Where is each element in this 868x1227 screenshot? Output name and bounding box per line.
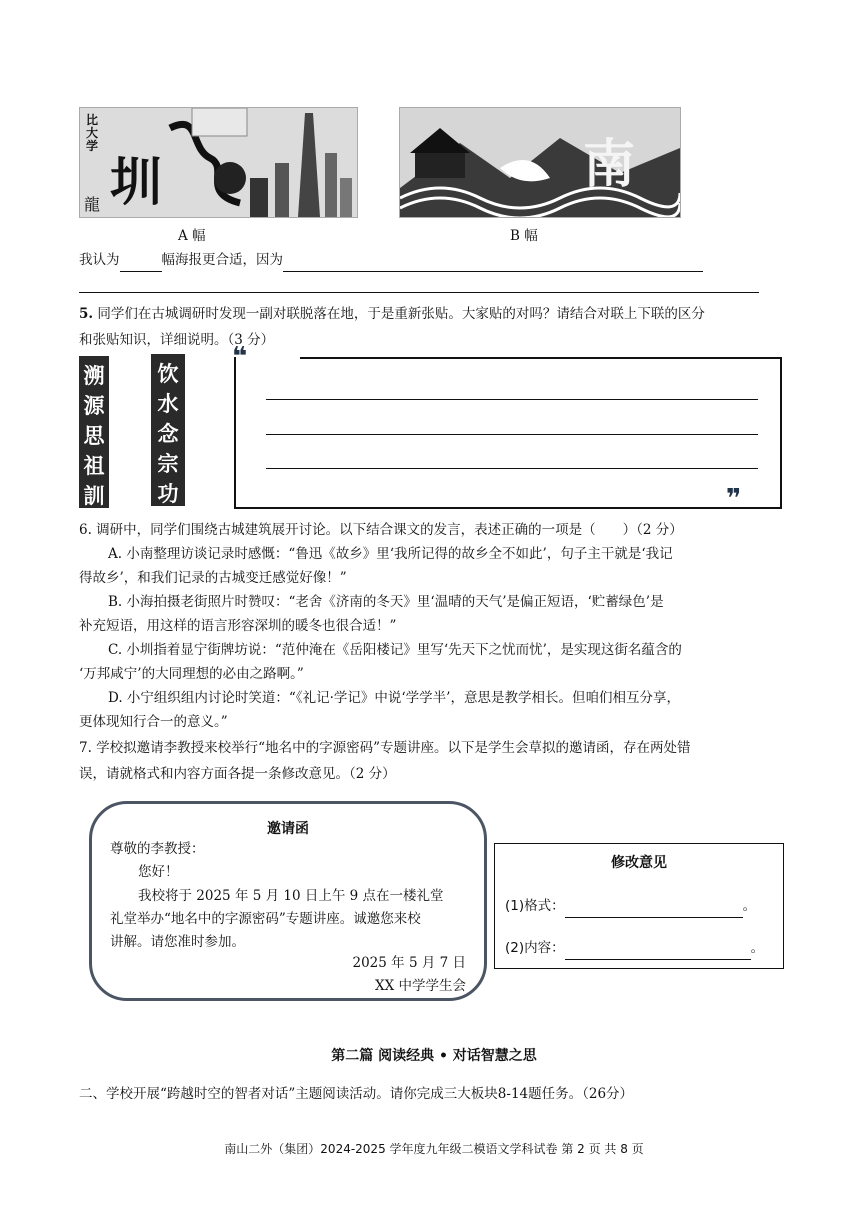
couplet-left-char: 祖 [83, 453, 105, 478]
invitation-title: 邀请函 [267, 821, 309, 837]
revision-format-row [505, 894, 756, 918]
couplet-right-scroll [151, 354, 185, 506]
revision-format-blank[interactable] [565, 901, 743, 918]
invitation-body-line1: 我校将于 2025 年 5 月 10 日上午 9 点在一楼礼堂 [138, 888, 444, 904]
couplet-right-char: 功 [157, 481, 179, 506]
couplet-left-char: 思 [83, 423, 105, 448]
invitation-signer: XX 中学学生会 [374, 978, 466, 994]
poster-choice-reason-prefix: 幅海报更合适，因为 [161, 252, 283, 268]
poster-choice-sentence [79, 248, 703, 272]
poster-b [399, 107, 681, 218]
open-quote-icon: ❝ [232, 342, 248, 372]
q5-text-line2: 和张贴知识，详细说明。（3 分） [79, 332, 275, 348]
poster-a [79, 107, 358, 218]
revision-content-label: (2)内容： [505, 940, 565, 956]
poster-b-artwork [400, 108, 680, 217]
section-intro: 二、学校开展“跨越时空的智者对话”主题阅读活动。请你完成三大板块8-14题任务。（26分） [79, 1086, 634, 1102]
invitation-card [89, 801, 487, 1001]
section-title: 第二篇 阅读经典 • 对话智慧之思 [331, 1048, 537, 1064]
invitation-body-line2: 礼堂举办“地名中的字源密码”专题讲座。诚邀您来校 [110, 911, 421, 927]
q6-option-d-line1: D. 小宁组织组内讨论时笑道：“《礼记·学记》中说‘学学半’，意思是教学相长。但咱们相互分享， [108, 690, 680, 706]
couplet-left-char: 訓 [83, 483, 105, 508]
couplet-left-scroll [79, 356, 109, 508]
q6-option-c-line1: C. 小圳指着显宁街牌坊说：“范仲淹在《岳阳楼记》里写‘先天下之忧而忧’，是实现这街名蕴含的 [108, 642, 682, 658]
poster-choice-prefix: 我认为 [79, 252, 120, 268]
revision-box [494, 843, 784, 969]
couplet-right-char: 饮 [157, 361, 179, 386]
couplet-left-char: 源 [83, 393, 105, 418]
page-footer: 南山二外（集团）2024-2025 学年度九年级二模语文学科试卷 第 2 页 共 8 页 [224, 1142, 644, 1156]
poster-a-side-text: 比大学 [86, 113, 99, 153]
revision-content-end: 。 [750, 940, 765, 956]
q5-number: 5. [79, 306, 94, 322]
invitation-greeting: 您好！ [138, 864, 179, 880]
invitation-body-line3: 讲解。请您准时参加。 [110, 934, 245, 950]
poster-b-glyph: 南 [583, 134, 636, 195]
poster-reason-blank[interactable] [283, 255, 703, 272]
revision-format-end: 。 [742, 898, 757, 914]
q5-stem: 同学们在古城调研时发现一副对联脱落在地，于是重新张贴。大家贴的对吗？请结合对联上下联的区分 [97, 306, 705, 322]
couplet-right-char: 水 [157, 391, 179, 416]
poster-a-caption: A 幅 [178, 228, 206, 244]
q5-answer-line[interactable] [266, 399, 758, 400]
q6-option-b-line2: 补充短语，用这样的语言形容深圳的暖冬也很合适！” [79, 618, 397, 634]
invitation-salutation: 尊敬的李教授： [110, 841, 205, 857]
couplet-right-char: 宗 [157, 451, 179, 476]
q6-option-a-line2: 得故乡’，和我们记录的古城变迁感觉好像！” [79, 570, 347, 586]
q5-answer-box [234, 357, 782, 509]
poster-a-corner-text: 龍 [84, 195, 101, 214]
q7-line2: 误，请就格式和内容方面各提一条修改意见。（2 分） [79, 766, 396, 782]
q6-option-d-line2: 更体现知行合一的意义。” [79, 714, 228, 730]
invitation-date: 2025 年 5 月 7 日 [352, 955, 466, 971]
q5-answer-line[interactable] [266, 468, 758, 469]
revision-content-blank[interactable] [565, 943, 751, 960]
q6-option-a-line1: A. 小南整理访谈记录时感慨：“鲁迅《故乡》里‘我所记得的故乡全不如此’，句子主干就是‘我记 [108, 546, 673, 562]
q6-option-c-line2: ‘万邦咸宁’的大同理想的必由之路啊。” [79, 666, 304, 682]
revision-title: 修改意见 [611, 855, 667, 871]
q6-option-b-line1: B. 小海拍摄老街照片时赞叹：“老舍《济南的冬天》里‘温晴的天气’是偏正短语，‘贮蓄绿色’是 [108, 594, 664, 610]
revision-content-row [505, 936, 764, 960]
couplet-right-char: 念 [157, 421, 179, 446]
q7-line1: 7. 学校拟邀请李教授来校举行“地名中的字源密码”专题讲座。以下是学生会草拟的邀请函，存在两处错 [79, 740, 691, 756]
close-quote-icon: ❞ [726, 484, 742, 514]
poster-a-glyph: 圳 [110, 152, 163, 213]
couplet-left-char: 溯 [83, 363, 105, 388]
q5-answer-line[interactable] [266, 434, 758, 435]
q5-text-line1 [79, 302, 705, 326]
poster-reason-blank-line2[interactable] [79, 292, 759, 293]
revision-format-label: (1)格式： [505, 898, 565, 914]
q5-answer-box-top-border [300, 357, 782, 359]
poster-b-caption: B 幅 [510, 228, 538, 244]
poster-choice-blank[interactable] [120, 255, 162, 272]
q6-stem: 6. 调研中，同学们围绕古城建筑展开讨论。以下结合课文的发言，表述正确的一项是（ ）（2 分） [79, 522, 683, 538]
